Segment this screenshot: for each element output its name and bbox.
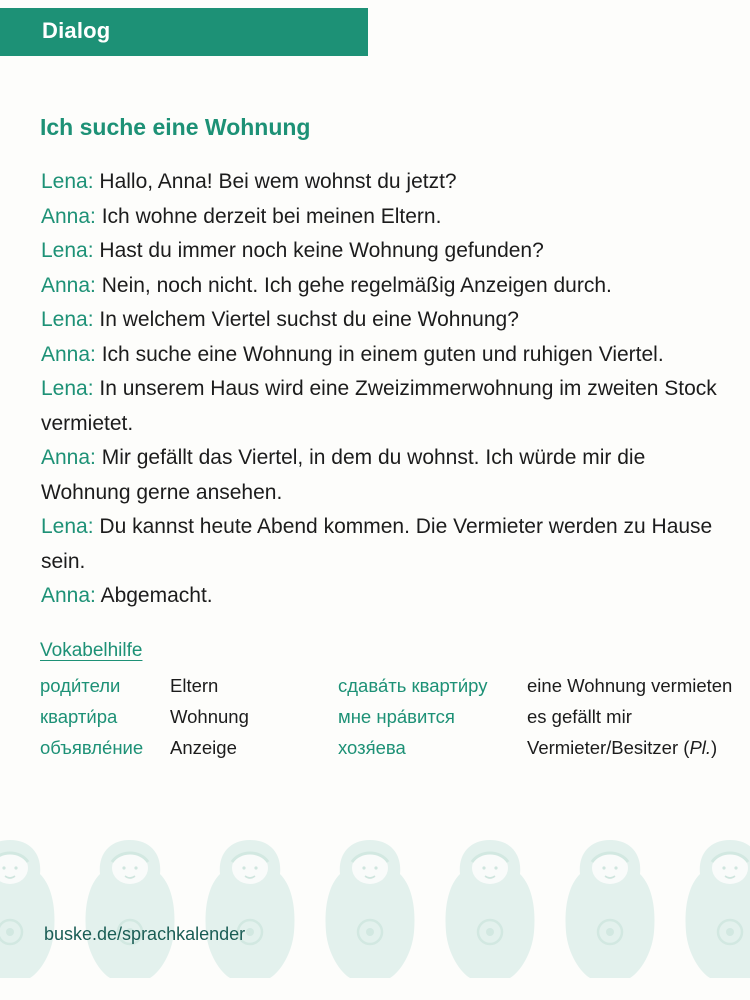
vocab-russian-term: объявле́ние bbox=[40, 737, 144, 758]
dialog-utterance: Ich wohne derzeit bei meinen Eltern. bbox=[95, 204, 442, 228]
dialog-line bbox=[41, 510, 731, 579]
vocab-german-translation: es gefällt mir bbox=[527, 706, 632, 727]
vocab-russian-term: роди́тели bbox=[40, 675, 121, 696]
dialog-utterance: Ich suche eine Wohnung in einem guten und ruhigen Viertel. bbox=[95, 342, 664, 366]
vocab-german-translation: eine Wohnung vermieten bbox=[527, 675, 733, 696]
vocab-russian-term: мне нра́вится bbox=[338, 706, 455, 727]
vocab-russian-term: сдава́ть кварти́ру bbox=[338, 675, 488, 696]
dialog-line bbox=[41, 372, 731, 441]
dialog-line bbox=[41, 441, 731, 510]
matryoshka-doll-icon bbox=[0, 840, 54, 978]
dialog-line bbox=[41, 338, 731, 373]
vocab-german-translation: Vermieter/Besitzer (Pl.) bbox=[527, 737, 718, 758]
speaker-name: Anna: bbox=[41, 204, 96, 228]
matryoshka-doll-icon bbox=[326, 840, 415, 978]
footer-url: buske.de/sprachkalender bbox=[44, 924, 246, 944]
matryoshka-doll-icon bbox=[566, 840, 655, 978]
matryoshka-doll-icon bbox=[206, 840, 295, 978]
dialog-utterance: In welchem Viertel suchst du eine Wohnung? bbox=[93, 308, 519, 331]
speaker-name: Anna: bbox=[41, 273, 96, 297]
dialog-line bbox=[41, 200, 731, 235]
dialog-utterance: Du kannst heute Abend kommen. Die Vermieter werden zu Hause sein. bbox=[41, 515, 713, 573]
dialog-text bbox=[41, 165, 731, 614]
matryoshka-doll-icon bbox=[446, 840, 535, 978]
section-header-label: Dialog bbox=[42, 18, 111, 43]
matryoshka-doll-icon bbox=[86, 840, 175, 978]
vocab-row bbox=[40, 732, 745, 763]
dialog-utterance: Hallo, Anna! Bei wem wohnst du jetzt? bbox=[93, 170, 457, 193]
dialog-utterance: Abgemacht. bbox=[95, 584, 213, 607]
matryoshka-doll-icon bbox=[686, 840, 750, 978]
vocab-german-translation: Anzeige bbox=[170, 737, 237, 758]
matryoshka-pattern bbox=[0, 820, 750, 1000]
speaker-name: Anna: bbox=[41, 446, 96, 469]
dialog-utterance: Mir gefällt das Viertel, in dem du wohnst. Ich würde mir die Wohnung gerne ansehen. bbox=[41, 446, 646, 504]
vocab-table bbox=[40, 670, 745, 763]
dialog-line bbox=[41, 579, 731, 614]
speaker-name: Lena: bbox=[41, 170, 94, 193]
vocab-row bbox=[40, 701, 745, 732]
speaker-name: Lena: bbox=[41, 239, 94, 262]
page-title: Ich suche eine Wohnung bbox=[40, 114, 311, 140]
section-header-bar bbox=[0, 8, 368, 56]
dialog-utterance: Hast du immer noch keine Wohnung gefunden? bbox=[93, 239, 544, 262]
vocab-german-translation: Wohnung bbox=[170, 706, 249, 727]
dialog-line bbox=[41, 165, 731, 200]
speaker-name: Anna: bbox=[41, 584, 96, 607]
vocab-heading: Vokabelhilfe bbox=[40, 640, 143, 661]
dialog-line bbox=[41, 234, 731, 269]
vocab-russian-term: хозя́ева bbox=[338, 737, 406, 758]
dialog-line bbox=[41, 303, 731, 338]
speaker-name: Lena: bbox=[41, 308, 94, 331]
dialog-utterance: Nein, noch nicht. Ich gehe regelmäßig Anzeigen durch. bbox=[95, 273, 612, 297]
dialog-line bbox=[41, 269, 731, 304]
dialog-utterance: In unserem Haus wird eine Zweizimmerwohnung im zweiten Stock vermietet. bbox=[41, 377, 717, 435]
vocab-russian-term: кварти́ра bbox=[40, 706, 118, 727]
speaker-name: Anna: bbox=[41, 342, 96, 366]
speaker-name: Lena: bbox=[41, 515, 94, 538]
vocab-row bbox=[40, 670, 745, 701]
vocab-german-translation: Eltern bbox=[170, 675, 219, 696]
speaker-name: Lena: bbox=[41, 377, 94, 400]
